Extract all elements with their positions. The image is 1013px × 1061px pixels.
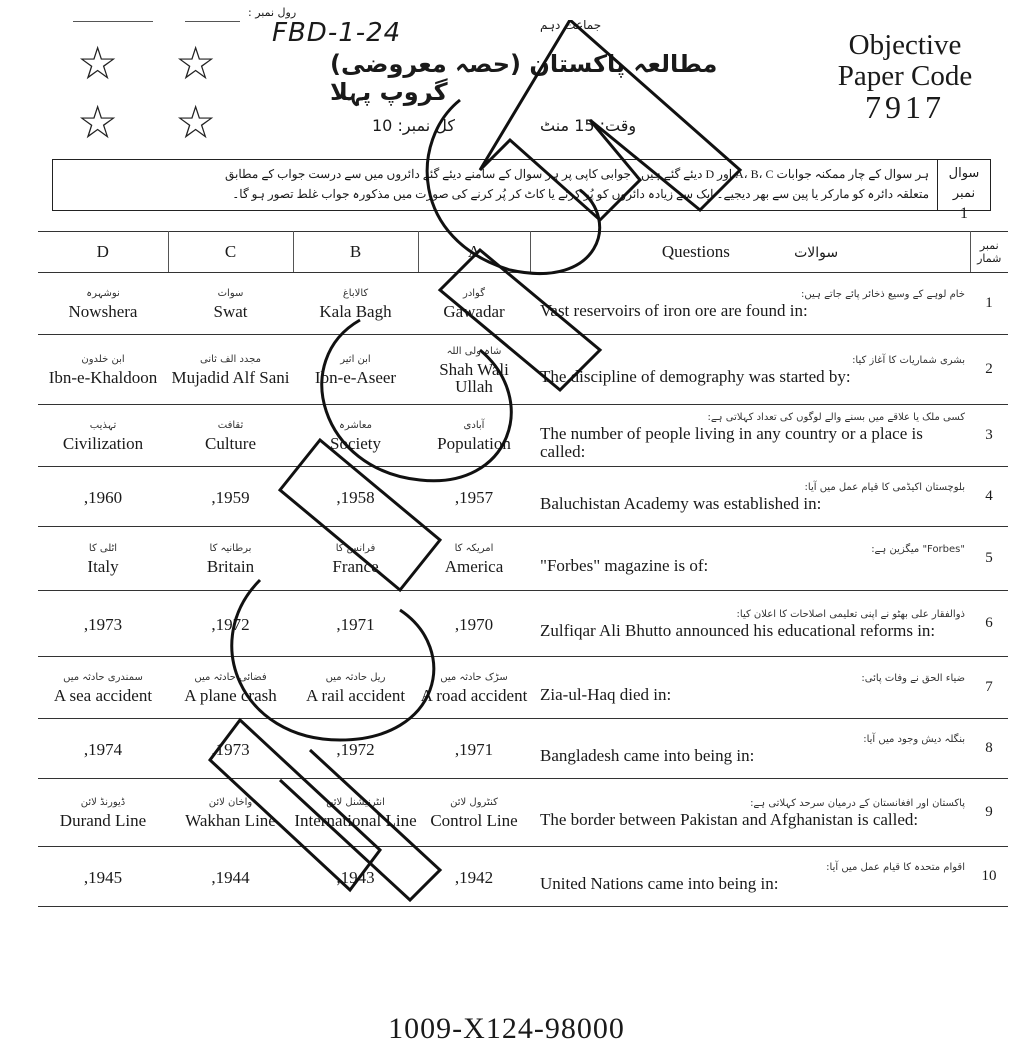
paper-code-label: Paper Code — [837, 60, 973, 92]
option-c-english: Wakhan Line — [185, 811, 276, 830]
question-urdu: اقوام متحدہ کا قیام عمل میں آیا: — [826, 862, 965, 873]
option-c-english: Britain — [206, 557, 255, 576]
question-english: Zia-ul-Haq died in: — [540, 685, 672, 704]
option-b-english: ,1972 — [336, 740, 375, 759]
header-option-d: D — [38, 232, 168, 273]
option-c — [168, 719, 293, 779]
question-english: United Nations came into being in: — [540, 874, 779, 893]
question-text — [530, 467, 970, 527]
header-option-a: A — [418, 232, 530, 273]
question-urdu: پاکستان اور افغانستان کے درمیان سرحد کہلاتی ہے: — [750, 798, 965, 809]
option-a-urdu: آبادی — [463, 420, 485, 431]
option-b — [293, 405, 418, 467]
option-d-english: ,1974 — [83, 740, 123, 759]
question-english: Baluchistan Academy was established in: — [540, 494, 822, 513]
option-c-urdu: برطانیہ کا — [209, 543, 252, 554]
footer-serial-code: 1009-X124-98000 — [388, 1012, 625, 1045]
option-d-english: Nowshera — [68, 302, 138, 321]
option-c-urdu: سوات — [217, 288, 244, 299]
option-b — [293, 779, 418, 847]
option-a — [418, 405, 530, 467]
option-a-english: Shah Wali Ullah — [439, 359, 509, 396]
option-a-english: Control Line — [430, 811, 518, 830]
table-row — [38, 467, 1008, 527]
option-b-english: International Line — [294, 811, 417, 830]
question-text — [530, 527, 970, 591]
option-a — [418, 719, 530, 779]
option-d — [38, 335, 168, 405]
option-b — [293, 719, 418, 779]
paper-type-block — [820, 30, 990, 123]
question-english: Vast reservoirs of iron ore are found in: — [540, 301, 808, 320]
option-a-urdu: گوادر — [463, 288, 485, 299]
question-text — [530, 405, 970, 467]
question-number-cell — [937, 160, 990, 222]
question-english: The border between Pakistan and Afghanistan is called: — [540, 810, 919, 829]
option-a — [418, 335, 530, 405]
option-b-urdu: ابن اثیر — [340, 354, 371, 365]
table-header-row — [38, 232, 1008, 273]
option-d-english: Italy — [87, 557, 119, 576]
option-d-english: ,1960 — [83, 488, 123, 507]
option-d-english: Ibn-e-Khaldoon — [48, 368, 158, 387]
option-c — [168, 847, 293, 907]
star-icon: ☆ — [77, 95, 119, 149]
option-b-english: A rail accident — [305, 686, 406, 705]
table-row — [38, 335, 1008, 405]
instructions-box — [52, 159, 991, 222]
option-a-english: ,1970 — [454, 615, 494, 634]
instructions-text — [53, 160, 937, 210]
option-a — [418, 779, 530, 847]
option-d-urdu: ابن خلدون — [81, 354, 125, 365]
question-english: The discipline of demography was started by: — [540, 367, 851, 386]
question-urdu: بشری شماریات کا آغاز کیا: — [852, 355, 965, 366]
option-b-english: ,1971 — [336, 615, 375, 634]
question-urdu: ذوالفقار علی بھٹو نے اپنی تعلیمی اصلاحات کا اعلان کیا: — [736, 609, 965, 620]
option-c-english: Culture — [205, 434, 256, 453]
header-questions-en: Questions — [661, 242, 730, 261]
option-d-urdu: تہذیب — [89, 420, 117, 431]
option-b — [293, 847, 418, 907]
table-row — [38, 591, 1008, 657]
option-a-english: ,1957 — [454, 488, 494, 507]
question-urdu: کسی ملک یا علاقے میں بسنے والے لوگوں کی تعداد کہلاتی ہے: — [707, 412, 965, 423]
header-serial: نمبر شمار — [970, 232, 1008, 273]
question-urdu: "Forbes" میگزین ہے: — [871, 544, 965, 555]
option-a-english: A road accident — [420, 686, 528, 705]
time-label: وقت: 15 منٹ — [540, 116, 637, 135]
option-c — [168, 467, 293, 527]
option-d-english: Durand Line — [59, 811, 147, 830]
header-questions — [530, 232, 970, 273]
question-urdu: بنگلہ دیش وجود میں آیا: — [863, 734, 965, 745]
option-a — [418, 847, 530, 907]
table-row — [38, 779, 1008, 847]
question-urdu: خام لوہے کے وسیع ذخائر پائے جاتے ہیں: — [801, 289, 965, 300]
option-d — [38, 467, 168, 527]
option-b — [293, 657, 418, 719]
option-c-urdu: واخان لائن — [208, 797, 253, 808]
option-a — [418, 591, 530, 657]
question-serial-number: 8 — [970, 719, 1008, 779]
question-text — [530, 657, 970, 719]
option-c-english: A plane crash — [184, 686, 277, 705]
option-b-urdu: کالاباغ — [342, 288, 369, 299]
option-c — [168, 335, 293, 405]
table-row — [38, 527, 1008, 591]
roll-no-label: رول نمبر : — [248, 6, 297, 19]
option-d — [38, 719, 168, 779]
option-a-urdu: کنٹرول لائن — [450, 797, 498, 808]
option-d — [38, 405, 168, 467]
option-d-english: A sea accident — [53, 686, 153, 705]
question-text — [530, 591, 970, 657]
option-b-english: France — [332, 557, 379, 576]
subject-title: مطالعہ پاکستان (حصہ معروضی) گروپ پہلا — [330, 50, 718, 106]
table-row — [38, 273, 1008, 335]
roll-no-line-1 — [73, 21, 153, 22]
question-urdu: بلوچستان اکیڈمی کا قیام عمل میں آیا: — [804, 482, 965, 493]
option-a-english: ,1942 — [454, 868, 494, 887]
question-serial-number: 7 — [970, 657, 1008, 719]
option-b — [293, 273, 418, 335]
option-b-english: Kala Bagh — [319, 302, 392, 321]
option-d-english: Civilization — [62, 434, 144, 453]
questions-body — [38, 273, 1008, 907]
option-c-urdu: فضائی حادثہ میں — [194, 672, 267, 683]
option-b-urdu: ریل حادثہ میں — [325, 672, 386, 683]
option-c-english: Mujadid Alf Sani — [171, 368, 290, 387]
option-b — [293, 335, 418, 405]
option-d — [38, 779, 168, 847]
question-english: Zulfiqar Ali Bhutto announced his educational reforms in: — [540, 621, 936, 640]
option-b — [293, 591, 418, 657]
question-number-label: سوال نمبر — [948, 166, 980, 201]
option-d — [38, 591, 168, 657]
question-english: "Forbes" magazine is of: — [540, 556, 709, 575]
paper-code: 7917 — [865, 89, 945, 125]
question-serial-number: 2 — [970, 335, 1008, 405]
table-row — [38, 847, 1008, 907]
option-c — [168, 527, 293, 591]
question-english: Bangladesh came into being in: — [540, 746, 755, 765]
question-english: The number of people living in any country or a place is called: — [540, 424, 923, 461]
option-d — [38, 847, 168, 907]
question-serial-number: 5 — [970, 527, 1008, 591]
question-text — [530, 273, 970, 335]
table-row — [38, 657, 1008, 719]
star-icon: ☆ — [175, 95, 217, 149]
option-b-urdu: فرانس کا — [335, 543, 376, 554]
option-b-urdu: معاشرہ — [339, 420, 372, 431]
header-option-c: C — [168, 232, 293, 273]
table-row — [38, 405, 1008, 467]
option-c-urdu: ثقافت — [217, 420, 244, 431]
option-d-english: ,1945 — [83, 868, 123, 887]
question-text — [530, 847, 970, 907]
option-c-english: ,1972 — [211, 615, 250, 634]
question-serial-number: 4 — [970, 467, 1008, 527]
option-a — [418, 467, 530, 527]
question-urdu: ضیاء الحق نے وفات پائی: — [861, 673, 965, 684]
question-text — [530, 779, 970, 847]
option-d-urdu: سمندری حادثہ میں — [63, 672, 143, 683]
question-serial-number: 9 — [970, 779, 1008, 847]
option-a-english: ,1971 — [454, 740, 494, 759]
option-c — [168, 779, 293, 847]
instructions-line-2: متعلقہ دائرہ کو مارکر یا پین سے بھر دیجیے۔ ایک سے زیادہ دائروں کو پُر کرنے یا کاٹ کر پُر کرنے کی صورت میں مذکورہ جواب غلط تصور ہو گا۔ — [232, 187, 929, 201]
option-c-urdu: مجدد الف ثانی — [200, 354, 261, 365]
option-d-urdu: ڈیورنڈ لائن — [80, 797, 126, 808]
option-d-urdu: نوشہرہ — [86, 288, 120, 299]
option-c-english: ,1944 — [211, 868, 250, 887]
option-c-english: ,1973 — [211, 740, 250, 759]
option-b-english: ,1958 — [336, 488, 375, 507]
option-c — [168, 273, 293, 335]
option-a-urdu: امریکہ کا — [454, 543, 494, 554]
objective-label: Objective — [848, 29, 962, 61]
questions-table — [38, 231, 1008, 907]
question-number: 1 — [960, 205, 968, 222]
option-c-english: ,1959 — [211, 488, 250, 507]
option-b-urdu: انٹرنیشنل لائن — [326, 797, 385, 808]
class-label: جماعت دہم — [540, 18, 602, 32]
option-d-urdu: اٹلی کا — [88, 543, 118, 554]
question-serial-number: 3 — [970, 405, 1008, 467]
option-a-english: America — [444, 557, 504, 576]
table-row — [38, 719, 1008, 779]
option-c — [168, 591, 293, 657]
option-d — [38, 657, 168, 719]
option-c — [168, 405, 293, 467]
option-a-urdu: شاہ ولی اللہ — [446, 345, 502, 357]
option-b-english: Ibn-e-Aseer — [314, 368, 397, 387]
handwritten-board-code: FBD-1-24 — [272, 18, 402, 48]
roll-no-line-2 — [185, 21, 240, 22]
option-b-english: ,1943 — [336, 868, 375, 887]
option-a-english: Gawadar — [443, 302, 505, 321]
question-serial-number: 10 — [970, 847, 1008, 907]
star-icon: ☆ — [77, 36, 119, 90]
question-text — [530, 335, 970, 405]
option-d — [38, 273, 168, 335]
option-a — [418, 527, 530, 591]
option-b — [293, 467, 418, 527]
option-a-urdu: سڑک حادثہ میں — [440, 672, 508, 683]
option-c-english: Swat — [213, 302, 248, 321]
option-b — [293, 527, 418, 591]
option-d — [38, 527, 168, 591]
question-serial-number: 6 — [970, 591, 1008, 657]
option-c — [168, 657, 293, 719]
option-b-english: Society — [330, 434, 381, 453]
question-text — [530, 719, 970, 779]
option-a-english: Population — [437, 434, 511, 453]
instructions-line-1: ہر سوال کے چار ممکنہ جوابات A، B، C اور D دیئے گئے ہیں۔ جوابی کاپی پر ہر سوال کے سامنے دیئے گئے دائروں میں سے درست جواب کے مطابق — [225, 167, 929, 181]
header-questions-ur: سوالات — [794, 245, 839, 261]
star-icon: ☆ — [175, 36, 217, 90]
header-option-b: B — [293, 232, 418, 273]
option-d-english: ,1973 — [83, 615, 123, 634]
option-a — [418, 657, 530, 719]
question-serial-number: 1 — [970, 273, 1008, 335]
option-a — [418, 273, 530, 335]
total-marks-label: کل نمبر: 10 — [372, 116, 456, 135]
